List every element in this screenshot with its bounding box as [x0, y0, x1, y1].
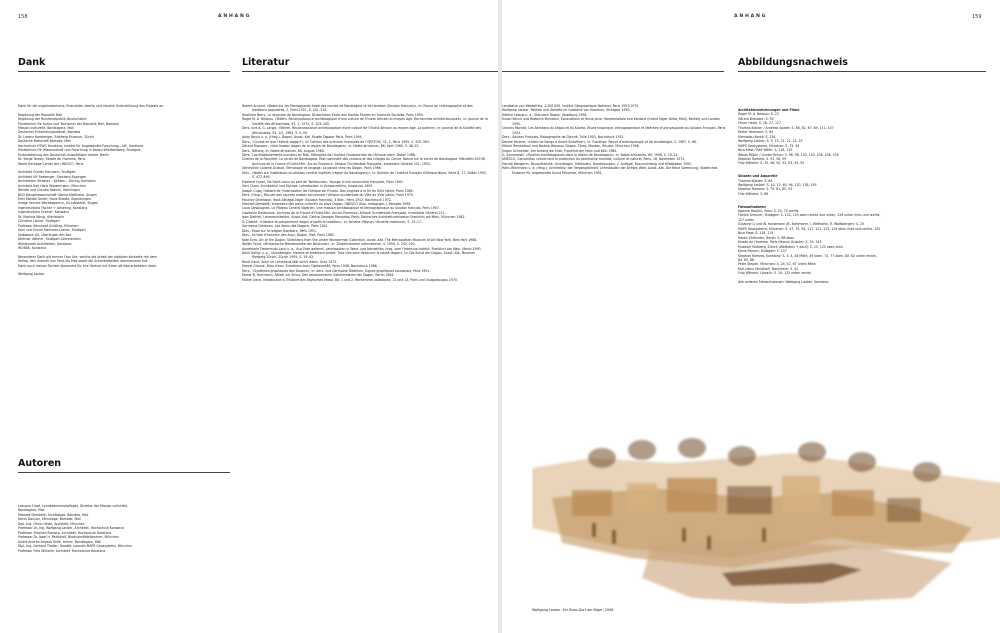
- credit-line: 84, 85, 88: [738, 257, 754, 262]
- tree-wash: [628, 440, 656, 460]
- credit-line: Nico Mast: S. 118, 119: [738, 231, 774, 236]
- paragraph-gap: [18, 277, 232, 281]
- dank-line: Dank für die organisatorische, finanzielle, ideelle und visuelle Unterstützung des Projekts an:: [18, 104, 165, 108]
- dank-line: Regierung der Bundesrepublik Deutschland: [18, 117, 87, 122]
- dank-line: Volksbank eG, Überlingen am See: [18, 232, 72, 237]
- credit-line: Gérard Brasseur: S. 90: [738, 116, 774, 121]
- tree-wash: [588, 448, 616, 468]
- tree-wash: [728, 446, 756, 466]
- person-figure: [707, 536, 711, 550]
- illustration-caption: Wolfgang Lauber, Ein Bozo-Dorf am Niger, 2008: [532, 608, 614, 612]
- literature-entry: Gert Chesi, Architektur und Mythos. Lehmbauten in Schwarzafrika, Innsbruck 1995.: [242, 184, 374, 189]
- literature-entry: Robert Arnaud, »Notes sur les Montagnards Habé des cercles de Bandiagara et de Hombori (Soudan français)«, in: Revue de l'ethnographie et des traditions populaires, 2, Paris 1921, S. 241–314.: [242, 104, 473, 113]
- credit-line: Wolfgang Lauber: S. 9, 19, 21, 22, 24, 25: [738, 139, 803, 144]
- dank-line: Architekt Karl Hans Wassermann, München: [18, 183, 86, 188]
- dank-line: WOBAK, Konstanz: [18, 245, 47, 250]
- dank-line: Mission culturelle, Bandiagara, Mali: [18, 126, 74, 130]
- dank-line: Architekten Strasser – Kithsen – Düring, Konstanz: [18, 179, 96, 184]
- dank-line: Emil Steidle GmbH, Hans Steidle, Sigmaringen: [18, 196, 92, 201]
- dank-line: Dr. Lorenz Homberger, Rietberg Museum, Zürich: [18, 134, 95, 139]
- credit-line: Florian Greuner, Stuttgart: S. 124, 125 oben rechts und unten, 126 unten links und rechts,: [738, 213, 881, 218]
- author-line: Dipl.-Ing. Oliver Heise, Architekt, München: [18, 521, 85, 526]
- author-line: Dipl.-Ing. Gerhard Thaller, Geodät, vormals MAPS Geosystems, München: [18, 544, 133, 549]
- literature-entry: Dies., »Notes sur l'habitation du plateau central nigérien (région de Bandiagara)«, in: Bulletin de l'Institut Français d'Afrique Noire, Série B, 17, Dakar 1955, S. 477–499.: [242, 170, 487, 180]
- credit-line: Oliver Heise, S. 26, 27, 117: [738, 121, 781, 126]
- dank-line: Hochschule HTWG Konstanz, Institut für Angewandte Forschung – IAF, Konstanz: [18, 143, 144, 148]
- credit-line: MAPS Geosystems, München: S. 47, 75, 94, 117, 121, 122, 124 oben links und rechts, 145: [738, 226, 881, 231]
- literature-entry: Louis Desplagnes, Le Plateau Central Nigérien. Une mission archéologique et ethnographique au Soudan français, Paris 1907.: [242, 206, 440, 211]
- literature-entry: Jürgen Schneider, Am Anfang die Erde, Frankfurt am Main und Köln 1985.: [502, 148, 618, 153]
- literature-entry: Ibrahima Barry, Le royaume de Bandiagara, Dissertation École des Hautes Études en Sciences Sociales, Paris 1993.: [242, 112, 424, 117]
- literature-entry: Marcel Griaule, Dieu d'eau. Entretiens avec Ogotemmêli, Paris 1948, Nachdruck 1966.: [242, 264, 378, 269]
- literature-entry: Ders., »Qu'est-ce que l'ethnie dogon?«, in: Cahiers des sciences humaines de l'ORSTOM, 31, 2, Paris 1995, S. 329–363.: [242, 139, 430, 144]
- literature-entry: Jacky Bouju u. a. (Hrsg.), Dogon, Ausst.-Kat. Musée Dapper Paris, Paris 1994.: [242, 135, 363, 140]
- credit-line: Nico Mast / Ralf Weith: S. 118, 119: [738, 148, 793, 153]
- literature-entry: Capitaine Destenave, Archives de la France d'Outre-Mer, Aix-en-Provence, Afrique Occidentale Française, Inventaire Général 211.: [242, 210, 446, 215]
- section-heading-abbildungsnachweis: Abbildungsnachweis: [738, 57, 848, 68]
- literature-entry: Jean Dethier, Lehmarchitektur, Ausst.-Kat. Centre Georges Pompidou Paris; Deutsches Architekturmuseum Frankfurt am Main, München 1982.: [242, 215, 466, 220]
- literature-entry: Annemarie Fiedermutz-Laun u. a., Aus Erde geformt. Lehmbauten in West- und Nordafrika, hrsg. vom Frobenius-Institut, Frankfurt am Main, Mainz 1990.: [242, 246, 482, 251]
- literature-entry: Dieter B. Herrmann, Rätsel um Sirius. Das astronomische Geheimwissen der Dogon, Berlin 1994.: [242, 273, 395, 278]
- tree-wash: [913, 462, 941, 482]
- literature-entry: Walter Fend, »Afrikanische Meisterwerke der Baukunst«, in: Ziegelindustrie international, 4, 1994, S. 242–250.: [242, 242, 416, 247]
- credit-line: Fritz Wilhelm, Lörrach: S. 29, 133 unten rechts: [738, 271, 811, 276]
- abbildungsnachweis-text: [738, 104, 988, 404]
- author-line: Professor Stephan Romero, Architekt, Hochschule Konstanz: [18, 530, 112, 535]
- author-line: Professor Fritz Wilhelm, Architekt, Hochschule Konstanz: [18, 548, 106, 553]
- credit-line: Klaus Paysan, Stuttgart: S. 157: [738, 249, 787, 254]
- literature-entry: Wolfgang Lauber, Paläste und Gehöfte im Grasland von Kamerun, Stuttgart 1990.: [502, 108, 631, 113]
- credit-line: Wolfgang Lauber: S. 10, 12, 60, 96, 120, 138, 159: [738, 182, 817, 187]
- credit-line: Mamadou Konté: S. 154: [738, 134, 776, 139]
- watercolor-village-illustration: [532, 428, 1000, 604]
- literature-entry: UNESCO, Convention concernant la protection du patrimoine mondial, culturel et naturel, Paris, 16. November 1972.: [502, 157, 686, 162]
- right-page: [502, 0, 1000, 633]
- literature-entry: Hélène Leloup u. a., Statuaire Dogon, Straßburg 1994.: [502, 112, 588, 117]
- literature-entry: Michel Izard, Introduction à l'histoire des Royaumes Mossi, Bd. 1 und 2, Recherches voltaïques, 12 und 13, Paris und Ouagadougou 1970.: [242, 277, 458, 282]
- author-line: Professor Dr.-Ing. Wolfgang Lauber, Architekt, Hochschule Konstanz: [18, 526, 125, 531]
- credit-line: Stephan Romero: S. 52, 56, 59: [738, 156, 787, 161]
- literature-entry: Edmond Caron, De Saint-Louis au port de Tombouctou. Voyage d'une canonnière française, Paris 1891.: [242, 179, 404, 184]
- section-heading-dank: Dank: [18, 57, 46, 68]
- literature-entry: Ders. (Hrsg.), Recueil des sources arabes concernant l'Afrique occidentale du VIIIe au XVIe siècle, Paris 1975.: [242, 193, 414, 198]
- literature-entry: Maurice Delafosse, Haut-Sénégal-Niger (Soudan français). 3 Bde., Paris 1912, Nachdruck 1972.: [242, 197, 392, 202]
- credit-line: Stephan Romero, Konstanz: S. 3, 4, 28 Mitte, 49 oben, 72, 77 oben, 80, 82 unten rechts,: [738, 253, 877, 258]
- dank-line: Kulturabteilung des Deutschen Auswärtigen Amtes, Berlin: [18, 152, 110, 157]
- heading-rule-literatur: [242, 71, 498, 72]
- dank-text: [18, 104, 232, 404]
- heading-rule-literatur-cont: [502, 71, 724, 72]
- credit-line: Dieter Hermann: S. 64: [738, 130, 774, 135]
- literature-entry: Geneviève Calame-Griaule, Ethnologie et langage. La parole chez les Dogon, Paris 1966.: [242, 166, 382, 171]
- credit-line: MAPS Geosystems, München: S. 75, 94: [738, 143, 800, 148]
- running-head-right: ANHANG: [734, 14, 768, 19]
- dank-line: Architekt Ulf Seeberger, Steckard-Eppingen: [18, 174, 87, 179]
- credit-line: Tobias Müller / Gunter Braun: S. 96, 98, 102, 103, 106, 108, 109: [738, 152, 839, 157]
- dank-line: Dr. Martina König, Allensbach: [18, 214, 65, 219]
- literature-entry: Alain Gallay u. a., »Archéologie, histoire et traditions orales. Trois clés pour découvrir le passé dogon«, in: Die Kunst der Dogon, Ausst.-Kat. Museum Rietberg Zürich, Zürich 1995, S. 19–43.: [242, 250, 475, 260]
- literature-entry: Charles Monteil, Les Bambara du Ségou et du Kaarta. Étude historique, ethnographique et littéraire d'une peuplade du Soudan Français, Paris 1924.: [502, 126, 726, 135]
- literature-entry: Gérard Brasseur, »Une maison dogon de la région de Bandiagara«, in: Notes africaines, 86, April 1960, S. 48–52.: [242, 144, 420, 149]
- dank-line: Axel und Ursula Stemmer-Lacher, Stuttgart: [18, 228, 86, 233]
- author-line: Lassana Cissé, Landesdenkmalpfleger, Direktor der Mission culturelle,: [18, 504, 129, 508]
- credit-line: 127 unten: [738, 217, 755, 222]
- literature-entry: G. Szumowski, »Fouilles archéologiques dans la région de Bandiagara«, in: Notes africaines, 69, 1956, S. 19–22.: [502, 152, 679, 157]
- dank-line: Architekt Günter Hermann, Stuttgart: [18, 170, 76, 175]
- dank-line: Besonderer Dank gilt meiner Frau Ute, welche die Arbeit der digitalen Kontakte mit dem: [18, 254, 157, 259]
- credit-line: Museum Rietberg, Zürich (Wettstein + Kauf): S. 25, 125 oben links: [738, 244, 843, 249]
- literature-entry: Landkarte von Westafrika, 1:200 000, Institut Géographique National, Paris 1957/1970.: [502, 104, 640, 108]
- credit-line: Agence HoaQui, Paris: S. 25, 70 rechts: [738, 208, 799, 213]
- literature-entry: Dies., Essai sur la religion Bambara, Paris 1951.: [242, 228, 318, 233]
- page-number-right: 159: [972, 14, 982, 20]
- literature-entry: D. Diakité, »Histoire du peuplement dogon d'après la tradition«, in: Jamana (Revue Culturelle malienne), S. 15–17.: [242, 219, 422, 224]
- literature-entry: Susan Kench und Roderick McIntosh, Excavations at Jenne-Jeno, Hambarketolo and Kaniana (Inland Niger Delta, Mali), Berkely und London 1995.: [502, 117, 720, 126]
- credits-subheading: Architekturzeichnungen und Pläne: [738, 108, 800, 112]
- author-line: André Andréa Seydou Kelié, Lehrer, Bandiagara, Mali: [18, 539, 102, 544]
- literature-entry: Mamadi Dembélé, Inventaire des biens culturels au pays Dogon, UNESCO (Doc. mitograph.), Bamako 1996.: [242, 201, 412, 206]
- credit-line: Musée de l'homme, Paris (Marcel Griaule): S. 29, 143: [738, 240, 822, 245]
- author-line: Mamadi Dembélé, Archäologe, Bamako, Mali: [18, 512, 89, 517]
- dank-line: Ingenieurbüro Fischer + Leisering, Konstanz: [18, 205, 88, 210]
- heading-rule-dank: [18, 71, 230, 72]
- dank-line: Ministerium für Wissenschaft und Forschung in Baden-Württemberg, Stuttgart: [18, 148, 141, 153]
- mud-house: [887, 498, 921, 522]
- literature-entry: Michel Renaudeau und Nadine Wanono, Dogon. Titres, Masken, Rituale, München 1998.: [502, 144, 640, 149]
- page-number-left: 158: [18, 14, 28, 20]
- person-figure: [612, 530, 616, 544]
- literature-entry: Roger M. A. Bedaux, »Tellem. Reconnaissance archéologique d'une culture de l'Ouest Africain au moyen âge. Recherches architectoniques«, in: Journal de la Société des Africanistes, 42, 2, 1972, S. 103–185.: [242, 117, 488, 126]
- dank-line: Ministerium für Kultur und Tourismus der Republik Mali, Bamako: [18, 121, 119, 126]
- mud-house: [572, 490, 612, 516]
- literatur-text: [242, 104, 488, 622]
- dank-line: Wüstenrote Architekten, Konstanz: [18, 241, 72, 246]
- autoren-text: [18, 504, 232, 584]
- dank-line: Deutsche Botschaft Bamako, Mali: [18, 139, 71, 144]
- credit-line: Susanne Li und W. Horstmann (B. Kammerer, I. Wettstein, R. Wolfsberger): S. 25: [738, 222, 865, 227]
- credits-closing-line: Alle anderen Fotoaufnahmen: Wolfgang Lauber, Konstanz: [738, 279, 829, 284]
- literature-entry: Dies., Le titre d'honneur des Arou, Dogon, Mali, Paris 1982.: [242, 233, 335, 238]
- credit-line: Fritz Wilhelm: S. 66: [738, 191, 769, 196]
- dank-line: Deutscher Entwicklungsdienst, Bamako: [18, 130, 81, 135]
- credit-line: Fritz Wilhelm: S. 35, 46, 50, 52, 53, 54, 55: [738, 161, 805, 166]
- dank-line: World Heritage Center der UNESCO, Paris: [18, 161, 84, 166]
- mud-house: [627, 483, 657, 513]
- literature-entry: Ders., Les établissements humains au Mali. Mémoires de l'Institut Fondamental de l'Afrique noire, Dakar 1968.: [242, 152, 416, 157]
- credits-subheading: Fotoaufnahmen: [738, 204, 766, 209]
- literature-entry: Ders., Bétong, in: Notes africaines, 86, August 1960.: [242, 148, 325, 153]
- dank-line: Verlag, den Autoren von Paris bis Mali sowie die Schreibarbeiten übernommen hat.: [18, 259, 149, 264]
- running-head-left: ANHANG: [218, 14, 252, 19]
- credit-line: Karl-Heinz Strüdhoff, Mannheim: S. 42: [738, 266, 799, 271]
- mud-house: [727, 486, 772, 514]
- dank-line: Dietmar Vollmer, Stuttgart-Sommerhain: [18, 237, 81, 242]
- dank-line: Regierung der Republik Mali: [18, 112, 63, 117]
- literature-entry: Charles de la Roncière, Le cercle de Bandiagara. État nominatif des cantons et des villages du Cercle. Notice sur le cercle de Bandiagara, Mikrofilm 200 Mi, Archives de la France d'Outre-Mer, Aix-en-Provence. Afrique Occidentale Française, Inventaire Général 201, 1903.: [242, 157, 487, 166]
- mud-house: [832, 490, 874, 516]
- paragraph-gap: [738, 166, 988, 170]
- dank-line: Image Service Werbeagentur, Uli Lobsteidt, Singen: [18, 201, 99, 206]
- credit-line: Thomas Klotzer / Andreas Spaett: S. 58, 82, 87, 89, 111, 147: [738, 125, 834, 130]
- literature-entry: Joseph Cuoq, Histoire de l'islamisation de l'Afrique de l'Ouest. Des origines à la fin du XVIe siècle, Paris 1984.: [242, 188, 414, 193]
- author-line: Denis Douyon, Ethnologe, Bamako, Mali: [18, 517, 81, 522]
- left-page: [0, 0, 498, 633]
- literature-entry: Ders. und A. G. Lange, »Tellem. Reconnaissance archéologique d'une culture de l'Ouest Africain au moyen âge. La poterie«, in: Journal de la Société des Africanistes, 53, 1/2, 1983, S. 5–59.: [242, 126, 482, 135]
- section-heading-autoren: Autoren: [18, 458, 62, 469]
- mud-house: [667, 478, 717, 512]
- tree-wash: [848, 452, 876, 472]
- dank-line: Christina Lacher, Stuttgart: [18, 219, 60, 224]
- credit-line: Peter Stepan, München: S. 24, 42, 67 unten Mitte: [738, 262, 816, 267]
- credit-line: Martin Eblénuter, Berlin: S. 68 oben: [738, 235, 795, 240]
- author-line: Bandiagara, Mali: [18, 508, 45, 513]
- person-figure: [592, 523, 596, 537]
- dank-line: Renate und Claudio Rossini, Überlingen: [18, 188, 80, 193]
- literature-entry: Hans Wichmann u. a. (Hrsg.), Architektur der Vergänglichkeit. Lehmbauten der Dritten Welt, Ausst.-Kat. Die Neue Sammlung, Staatliches Museum für angewandte Kunst München, München 1981.: [502, 166, 718, 175]
- person-figure: [762, 528, 766, 542]
- dank-line: Ingenieurbüro Greiner, Konstanz: [18, 210, 69, 215]
- dank-line: Professor Bernhard Schilling, München: [18, 223, 79, 228]
- literature-entry: Denise Paulme, »Lettre de Sanga à André Schaffner«, in: Gradhiva. Revue d'anthropologie et de muséologie, 2, 1987, S. 66.: [502, 139, 698, 144]
- dank-line: BGO Baugenossenschaft Oberschleißheim, Singen: [18, 192, 97, 197]
- tree-wash: [798, 442, 826, 462]
- credits-subheading: Skizzen und Aquarelle: [738, 174, 778, 179]
- literature-entry: Kate Ezra, Art of the Dogon. Selections from the Lester Wunderman Collection, Ausst.-Kat. The Metropolitan Museum of Art New York, New York 1988.: [242, 237, 478, 242]
- tree-wash: [678, 438, 706, 458]
- literature-entry: Ders., »Systèmes graphiques des Dogons«, in: ders. und Germaine Dieterlen, Signes graphiques soudanais, Paris 1951.: [242, 268, 431, 273]
- mud-house: [782, 476, 820, 512]
- literature-entry: René Gardi, Auch im Lehmhaus läßt sich's leben, Graz 1973.: [242, 259, 338, 264]
- credit-line: Stephan Romero: S. 79, 81, 85, 93: [738, 187, 793, 192]
- dank-line: Dank auch meiner Tochter Alexandra für ihre Geduld mit ihrem oft überarbeiteten Vater.: [18, 263, 157, 268]
- person-figure: [682, 528, 686, 542]
- section-heading-literatur: Literatur: [242, 57, 290, 68]
- literature-entry: Germaine Dieterlen, Les âmes des Dogons, Paris 1941.: [242, 224, 329, 229]
- author-line: Professor Dr. Josef H. Reichholf, Biodiversitätsforscher, München: [18, 535, 119, 540]
- literature-entry: Gernot Wangerin, Bauaufnahme, Grundlagen, Methoden, Darstellungen, 2. Auflage, Braunschweig und Wiesbaden 1992.: [502, 161, 693, 166]
- literatur-text-continued: [502, 104, 726, 274]
- literature-entry: Ders., Soudan Français. Monographie de Djenné, Tulle 1903, Nachdruck 1932.: [502, 135, 625, 140]
- dank-line: Wolfgang Lauber: [18, 272, 45, 277]
- credit-line: Thomas Klotzer: S. 84: [738, 178, 773, 183]
- credit-line: Roger M. A. Bedaux: S. 22: [738, 112, 779, 117]
- dank-line: Dr. Serge Tornay, Musée de l'homme, Paris: [18, 157, 86, 162]
- heading-rule-abbildungsnachweis: [738, 71, 986, 72]
- heading-rule-autoren: [18, 472, 230, 473]
- paragraph-gap: [738, 196, 988, 200]
